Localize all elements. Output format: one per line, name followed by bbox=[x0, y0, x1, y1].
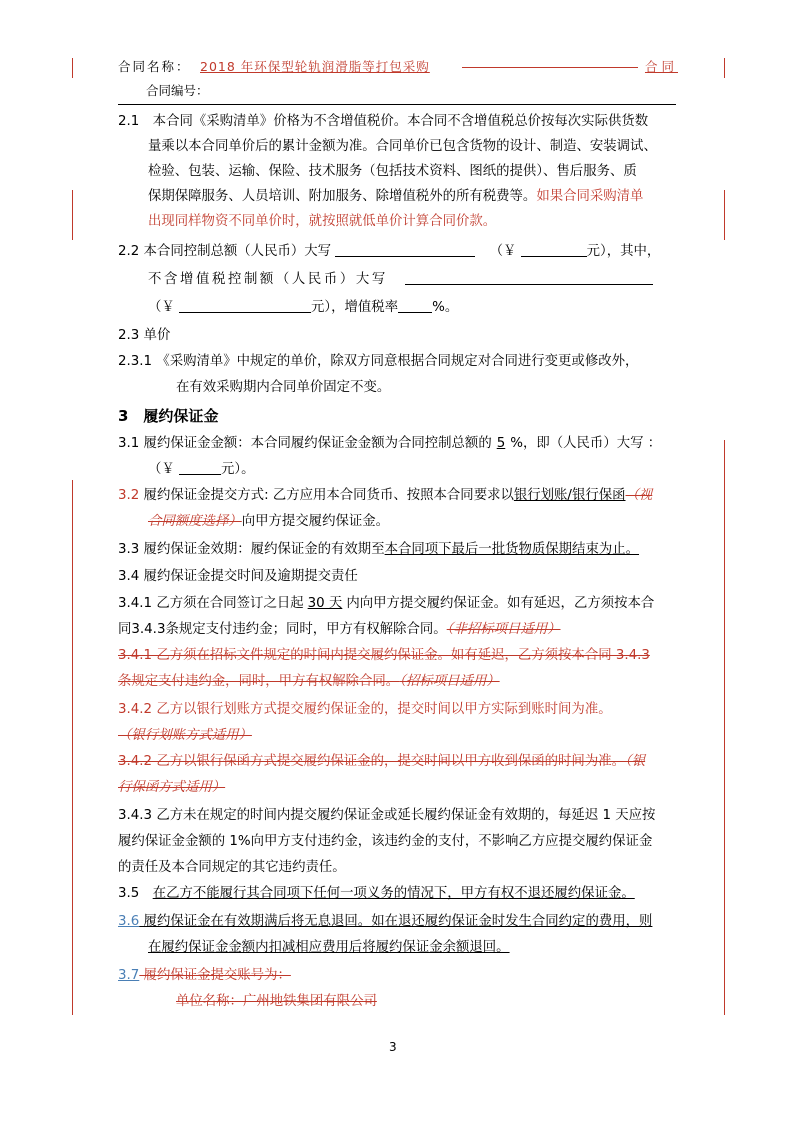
clause-3-5 bbox=[118, 884, 635, 904]
clause-3-4-2-bank-transfer: 3.4.2 乙方以银行划账方式提交履约保证金的，提交时间以甲方实际到账时间为准。 bbox=[118, 702, 612, 717]
clause-2-2-line-2 bbox=[148, 270, 653, 290]
clause-3-6-text: 履约保证金在有效期满后将无息退回。如在退还履约保证金时发生合同约定的费用，则 bbox=[139, 914, 653, 929]
deleted-clause-3-4-2-line-1 bbox=[118, 752, 645, 772]
total-amount-number-blank bbox=[521, 242, 587, 257]
clause-3-2-deleted-note-2: 合同额度选择） bbox=[148, 514, 242, 529]
clause-3-6-line-2: 在履约保证金金额内扣减相应费用后将履约保证金余额退回。 bbox=[148, 940, 510, 955]
clause-2-2-line-3 bbox=[148, 298, 458, 318]
deleted-clause-3-4-2-text: 3.4.2 乙方以银行保函方式提交履约保证金的，提交时间以甲方收到保函的时间为准。 bbox=[118, 754, 625, 769]
clause-3-6-number: 3.6 bbox=[118, 914, 140, 929]
clause-3-1-text: 3.1 履约保证金金额：本合同履约保证金金额为合同控制总额的 bbox=[118, 436, 492, 451]
clause-2-2-yen-2: （￥ bbox=[148, 300, 175, 315]
clause-3-7-number: 3.7 bbox=[118, 968, 140, 983]
clause-3-4-1-text: 3.4.1 乙方须在合同签订之日起 bbox=[118, 596, 304, 611]
deleted-clause-3-4-1-note: （招标项目适用） bbox=[399, 674, 500, 689]
clause-2-1-line-4 bbox=[148, 187, 643, 207]
tax-rate-blank bbox=[398, 298, 432, 313]
clause-3-2-method: 银行划账/银行保函 bbox=[513, 488, 626, 503]
clause-3-4-1-days: 30 天 bbox=[307, 596, 343, 611]
contract-name-label: 合同名称： bbox=[118, 59, 191, 74]
clause-2-3-1-line-2: 在有效采购期内合同单价固定不变。 bbox=[176, 380, 391, 395]
right-change-bar-2 bbox=[724, 440, 725, 1015]
running-header bbox=[118, 57, 678, 77]
clause-3-7-text: 履约保证金提交账号为： bbox=[139, 968, 291, 983]
clause-2-1-line-2: 量乘以本合同单价后的累计金额为准。合同单价已包含货物的设计、制造、安装调试、 bbox=[148, 139, 657, 154]
clause-3-2-text-2: 向甲方提交履约保证金。 bbox=[241, 514, 390, 529]
clause-3-2-line-2 bbox=[148, 512, 389, 532]
right-change-bar-3 bbox=[724, 190, 725, 240]
deleted-clause-3-4-1-text: 条规定支付违约金，同时，甲方有权解除合同。 bbox=[118, 674, 400, 689]
total-amount-words-blank bbox=[335, 242, 475, 257]
left-change-bar-1 bbox=[72, 58, 73, 78]
clause-3-2-text: 履约保证金提交方式: 乙方应用本合同货币、按照本合同要求以 bbox=[139, 488, 514, 503]
deleted-clause-3-4-2-note-1: （银 bbox=[625, 754, 646, 769]
clause-3-4-1-text-2: 内向甲方提交履约保证金。如有延迟，乙方须按本合 bbox=[346, 596, 655, 611]
left-change-bar-3 bbox=[72, 190, 73, 240]
page-number: 3 bbox=[389, 1040, 397, 1054]
clause-3-1-yen: （￥ bbox=[148, 462, 175, 477]
contract-name-tail: 合同 bbox=[644, 59, 678, 74]
clause-2-2-yuan-1: 元），其中， bbox=[586, 244, 661, 259]
clause-3-4-1-text-3: 同3.4.3条规定支付违约金；同时，甲方有权解除合同。 bbox=[118, 622, 447, 637]
clause-3-4-3-line-3: 的责任及本合同规定的其它违约责任。 bbox=[118, 860, 346, 875]
clause-3-3-period: 本合同项下最后一批货物质保期结束为止。 bbox=[384, 542, 640, 557]
clause-2-2-tax-rate-label: 元），增值税率 bbox=[311, 300, 399, 315]
clause-3-2-number: 3.2 bbox=[118, 488, 140, 503]
excl-tax-number-blank bbox=[179, 298, 311, 313]
clause-3-4-title: 3.4 履约保证金提交时间及逾期提交责任 bbox=[118, 569, 358, 584]
clause-3-5-text: 在乙方不能履行其合同项下任何一项义务的情况下，甲方有权不退还履约保证金。 bbox=[152, 886, 635, 901]
clause-2-2-line-1 bbox=[118, 242, 660, 262]
clause-3-2-line-1 bbox=[118, 486, 652, 506]
deposit-percent: 5 bbox=[496, 436, 506, 451]
left-change-bar-2 bbox=[72, 480, 73, 1015]
section-3-heading: 3 履约保证金 bbox=[118, 407, 219, 425]
clause-3-3 bbox=[118, 540, 639, 560]
clause-2-1-line-1: 2.1 本合同《采购清单》价格为不含增值税价。本合同不含增值税总价按每次实际供货数 bbox=[118, 114, 649, 129]
deleted-clause-3-4-1-line-1: 3.4.1 乙方须在招标文件规定的时间内提交履约保证金。如有延迟，乙方须按本合同 3.4.3 bbox=[118, 648, 650, 663]
clause-2-3-1-line-1: 2.3.1 《采购清单》中规定的单价，除双方同意根据合同规定对合同进行变更或修改外， bbox=[118, 354, 639, 369]
clause-3-4-3-line-2: 履约保证金金额的 1%向甲方支付违约金，该违约金的支付，不影响乙方应提交履约保证金 bbox=[118, 834, 653, 849]
contract-name: 2018 年环保型轮轨润滑脂等打包采购 bbox=[200, 59, 430, 74]
right-change-bar-1 bbox=[724, 58, 725, 78]
clause-2-1-line-4-text: 保期保障服务、人员培训、附加服务、除增值税外的所有税费等。 bbox=[148, 189, 537, 204]
clause-3-3-text: 3.3 履约保证金效期：履约保证金的有效期至 bbox=[118, 542, 385, 557]
header-rule bbox=[118, 104, 676, 105]
clause-2-2-total-label: 2.2 本合同控制总额（人民币）大写 bbox=[118, 244, 332, 259]
clause-3-4-3-line-1: 3.4.3 乙方未在规定的时间内提交履约保证金或延长履约保证金有效期的，每延迟 1 天应按 bbox=[118, 808, 656, 823]
clause-3-1-yuan: 元）。 bbox=[221, 462, 255, 477]
clause-2-1-line-3: 检验、包装、运输、保险、技术服务（包括技术资料、图纸的提供）、售后服务、质 bbox=[148, 164, 637, 179]
clause-2-2-excl-label: 不含增值税控制额（人民币）大写 bbox=[148, 272, 388, 287]
clause-2-2-percent: %。 bbox=[432, 300, 459, 315]
clause-3-4-1-deleted-note: （非招标项目适用） bbox=[446, 622, 561, 637]
clause-2-2-yen-1: （￥ bbox=[489, 244, 517, 259]
clause-3-5-number: 3.5 bbox=[118, 886, 153, 901]
clause-2-1-red-text: 如果合同采购清单 bbox=[536, 189, 644, 204]
clause-3-4-1-line-1 bbox=[118, 594, 654, 614]
excl-tax-words-blank bbox=[405, 270, 653, 285]
clause-2-3-title: 2.3 单价 bbox=[118, 328, 171, 343]
deleted-clause-3-4-2-note-2: 行保函方式适用） bbox=[118, 780, 226, 795]
clause-2-1-line-5: 出现同样物资不同单价时，就按照就低单价计算合同价款。 bbox=[148, 214, 497, 229]
header-red-rule bbox=[462, 67, 638, 68]
clause-3-1-text-2: %，即（人民币）大写 ： bbox=[510, 436, 662, 451]
deposit-amount-blank bbox=[179, 460, 221, 475]
clause-3-1-line-1 bbox=[118, 434, 661, 454]
contract-no-label: 合同编号： bbox=[146, 83, 209, 98]
clause-3-4-2-bank-transfer-note: （银行划账方式适用） bbox=[118, 728, 252, 743]
clause-3-7 bbox=[118, 966, 291, 986]
clause-3-1-line-2 bbox=[148, 460, 255, 480]
clause-3-2-deleted-note: （视 bbox=[625, 488, 653, 503]
clause-3-7-unit-name: 单位名称：广州地铁集团有限公司 bbox=[176, 994, 377, 1009]
clause-3-4-1-line-2 bbox=[118, 620, 561, 640]
clause-3-6-line-1 bbox=[118, 912, 652, 932]
deleted-clause-3-4-1-line-2 bbox=[118, 672, 500, 692]
